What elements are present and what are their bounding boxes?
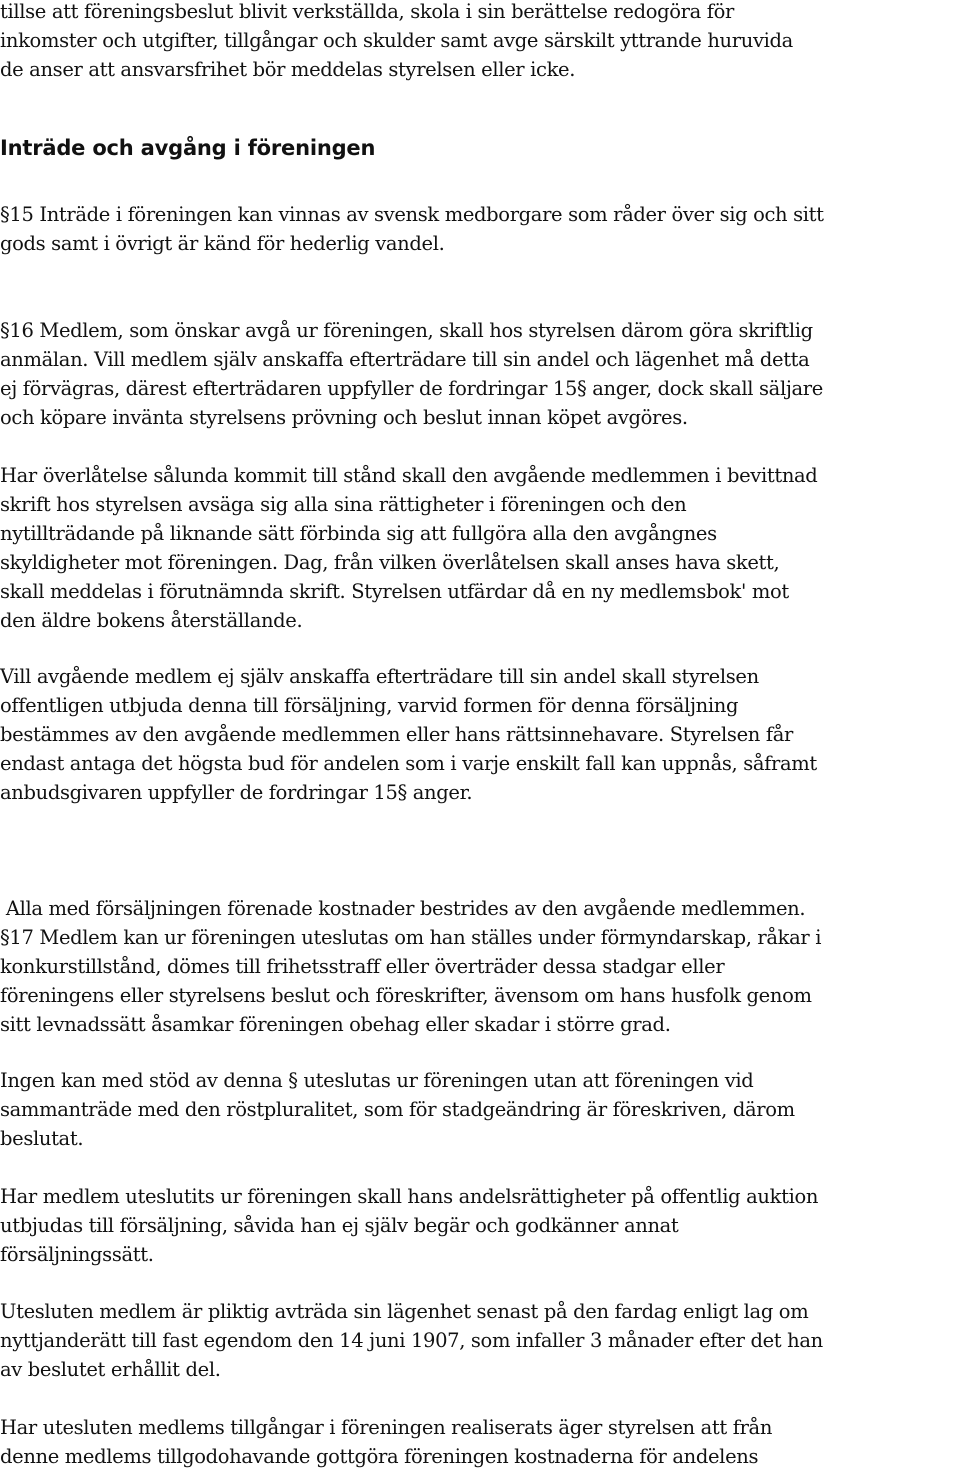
text-line: bestämmes av den avgående medlemmen eller hans rättsinnehavare. Styrelsen får [0, 723, 793, 746]
text-line: Ingen kan med stöd av denna § uteslutas ur föreningen utan att föreningen vid [0, 1069, 754, 1092]
text-line: sitt levnadssätt åsamkar föreningen obehag eller skadar i större grad. [0, 1013, 671, 1036]
paragraph-section-16 [0, 316, 958, 432]
text-line: nytillträdande på liknande sätt förbinda sig att fullgöra alla den avgångnes [0, 522, 717, 545]
text-line: Har medlem uteslutits ur föreningen skall hans andelsrättigheter på offentlig auktion [0, 1185, 819, 1208]
text-line: beslutat. [0, 1127, 84, 1150]
text-line: de anser att ansvarsfrihet bör meddelas styrelsen eller icke. [0, 58, 576, 81]
text-line: av beslutet erhållit del. [0, 1358, 221, 1381]
paragraph-section-15 [0, 200, 958, 258]
text-line: tillse att föreningsbeslut blivit verkställda, skola i sin berättelse redogöra för [0, 0, 734, 23]
text-line: Alla med försäljningen förenade kostnader bestrides av den avgående medlemmen. [0, 897, 806, 920]
text-line: Utesluten medlem är pliktig avträda sin lägenhet senast på den fardag enligt lag om [0, 1300, 809, 1323]
section-heading: Inträde och avgång i föreningen [0, 136, 376, 160]
paragraph-vacate [0, 1297, 958, 1384]
text-line: §17 Medlem kan ur föreningen uteslutas om han ställes under förmyndarskap, råkar i [0, 926, 822, 949]
text-line: den äldre bokens återställande. [0, 609, 303, 632]
text-line: §15 Inträde i föreningen kan vinnas av svensk medborgare som råder över sig och sitt [0, 203, 824, 226]
text-line: nyttjanderätt till fast egendom den 14 juni 1907, som infaller 3 månader efter det han [0, 1329, 823, 1352]
paragraph-assets [0, 1413, 958, 1471]
text-line: konkurstillstånd, dömes till frihetsstraff eller överträder dessa stadgar eller [0, 955, 725, 978]
text-line: gods samt i övrigt är känd för hederlig vandel. [0, 232, 445, 255]
text-line: sammanträde med den röstpluralitet, som för stadgeändring är föreskriven, därom [0, 1098, 795, 1121]
text-line: Har överlåtelse sålunda kommit till stånd skall den avgående medlemmen i bevittnad [0, 464, 818, 487]
text-line: §16 Medlem, som önskar avgå ur föreningen, skall hos styrelsen därom göra skriftlig [0, 319, 813, 342]
paragraph-transfer [0, 461, 958, 635]
text-line: och köpare invänta styrelsens prövning och beslut innan köpet avgöres. [0, 406, 688, 429]
text-line: endast antaga det högsta bud för andelen som i varje enskilt fall kan uppnås, såframt [0, 752, 817, 775]
text-line: offentligen utbjuda denna till försäljning, varvid formen för denna försäljning [0, 694, 739, 717]
text-line: skyldigheter mot föreningen. Dag, från vilken överlåtelsen skall anses hava skett, [0, 551, 780, 574]
text-line: inkomster och utgifter, tillgångar och skulder samt avge särskilt yttrande huruvida [0, 29, 793, 52]
paragraph-auction [0, 1182, 958, 1269]
text-line: skrift hos styrelsen avsäga sig alla sina rättigheter i föreningen och den [0, 493, 687, 516]
text-line: Har utesluten medlems tillgångar i föreningen realiserats äger styrelsen att från [0, 1416, 773, 1439]
text-line: anbudsgivaren uppfyller de fordringar 15§ anger. [0, 781, 473, 804]
text-line: föreningens eller styrelsens beslut och föreskrifter, ävensom om hans husfolk genom [0, 984, 812, 1007]
text-line: utbjudas till försäljning, såvida han ej själv begär och godkänner annat [0, 1214, 679, 1237]
text-line: denne medlems tillgodohavande gottgöra föreningen kostnaderna för andelens [0, 1445, 759, 1468]
paragraph-sale [0, 662, 958, 807]
text-line: Vill avgående medlem ej själv anskaffa efterträdare till sin andel skall styrelsen [0, 665, 759, 688]
paragraph-intro [0, 0, 958, 84]
text-line: försäljningssätt. [0, 1243, 154, 1266]
text-line: skall meddelas i förutnämnda skrift. Styrelsen utfärdar då en ny medlemsbok' mot [0, 580, 789, 603]
text-line: ej förvägras, därest efterträdaren uppfyller de fordringar 15§ anger, dock skall säljare [0, 377, 823, 400]
paragraph-section-17 [0, 923, 958, 1039]
text-line: anmälan. Vill medlem själv anskaffa efterträdare till sin andel och lägenhet må detta [0, 348, 810, 371]
paragraph-meeting [0, 1066, 958, 1153]
